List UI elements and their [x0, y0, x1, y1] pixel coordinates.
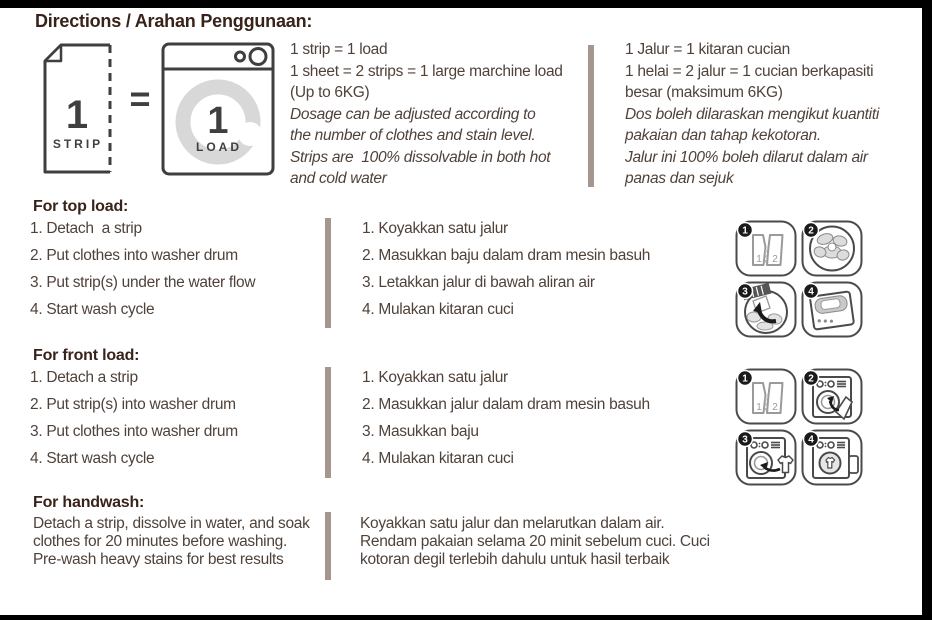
top-load-machine-icon [801, 281, 863, 338]
step-badge: 1 [742, 373, 748, 385]
tear-right-label: 2 [772, 402, 778, 413]
top-load-malay-steps [362, 215, 650, 323]
drum-clothes-icon [801, 220, 863, 277]
intro-line-ms: besar (maksimum 6KG) [625, 84, 783, 101]
step-item: 4. Mulakan kitaran cuci [362, 301, 514, 318]
frame-border-right [922, 0, 932, 620]
intro-line-en: Dosage can be adjusted according to [290, 105, 536, 123]
intro-line-en: the number of clothes and stain level. [290, 127, 536, 144]
strip-label: STRIP [52, 137, 104, 151]
handwash-line-ms: kotoran degil terlebih dahulu untuk hasil terbaik [360, 551, 670, 568]
step-item: 2. Put clothes into washer drum [30, 247, 238, 264]
intro-line-ms: Jalur ini 100% boleh dilarut dalam air [625, 148, 868, 166]
step-item: 1. Koyakkan satu jalur [362, 220, 508, 237]
handwash-divider [325, 512, 331, 580]
tear-left-label: 1 [756, 254, 762, 265]
tear-left-label: 1 [756, 402, 762, 413]
step-badge: 3 [742, 286, 748, 298]
front-load-malay-steps [362, 364, 650, 472]
intro-english-column [290, 39, 563, 190]
handwash-english-text [33, 515, 310, 569]
intro-line-en: 1 sheet = 2 strips = 1 large marchine load [290, 62, 563, 80]
tear-right-label: 2 [772, 254, 778, 265]
strip-sheet-icon [38, 42, 118, 176]
step-item: 4. Start wash cycle [30, 450, 155, 467]
washing-machine-icon [161, 42, 275, 176]
top-load-heading: For top load: [33, 198, 129, 215]
tear-sheet-icon [735, 368, 797, 425]
step-item: 2. Masukkan jalur dalam dram mesin basuh [362, 396, 650, 413]
intro-line-ms: panas dan sejuk [625, 170, 734, 187]
step-item: 3. Put strip(s) under the water flow [30, 274, 256, 291]
load-label: LOAD [196, 140, 242, 154]
intro-line-ms: Dos boleh dilaraskan mengikut kuantiti [625, 105, 879, 123]
front-load-machine-closed-icon [801, 429, 863, 486]
handwash-line-ms: Rendam pakaian selama 20 minit sebelum cuci. Cuci [360, 533, 710, 550]
step-badge: 2 [808, 225, 814, 237]
intro-line-ms: 1 helai = 2 jalur = 1 cucian berkapasiti [625, 62, 874, 80]
front-load-divider [325, 367, 331, 478]
intro-malay-column [625, 39, 879, 190]
step-item: 3. Letakkan jalur di bawah aliran air [362, 274, 595, 291]
frame-border-top [0, 0, 932, 8]
front-load-english-steps [30, 364, 238, 472]
step-badge: 4 [808, 286, 814, 298]
equals-sign: = [129, 78, 151, 119]
step-badge: 1 [742, 225, 748, 237]
clothes-into-drum-icon [735, 429, 797, 486]
step-item: 4. Mulakan kitaran cuci [362, 450, 514, 467]
strip-count: 1 [65, 93, 89, 137]
step-item: 1. Detach a strip [30, 220, 142, 237]
intro-line-en: (Up to 6KG) [290, 84, 370, 101]
strip-into-drum-icon [801, 368, 863, 425]
step-item: 3. Masukkan baju [362, 423, 479, 440]
tear-sheet-icon [735, 220, 797, 277]
handwash-line-en: Detach a strip, dissolve in water, and soak [33, 515, 310, 532]
intro-line-en: and cold water [290, 170, 387, 187]
load-count: 1 [207, 100, 229, 142]
intro-line-ms: pakaian dan tahap kekotoran. [625, 127, 821, 144]
intro-divider [588, 45, 594, 187]
step-badge: 4 [808, 434, 814, 446]
intro-line-en: 1 strip = 1 load [290, 41, 388, 58]
front-load-heading: For front load: [33, 347, 140, 364]
intro-line-ms: 1 Jalur = 1 kitaran cucian [625, 41, 790, 58]
step-item: 1. Detach a strip [30, 369, 138, 386]
frame-border-bottom [0, 615, 932, 620]
step-item: 2. Masukkan baju dalam dram mesin basuh [362, 247, 651, 264]
step-badge: 3 [742, 434, 748, 446]
top-load-english-steps [30, 215, 255, 323]
intro-line-en: Strips are 100% dissolvable in both hot [290, 148, 551, 166]
strip-under-water-icon [735, 281, 797, 338]
handwash-heading: For handwash: [33, 494, 145, 511]
step-item: 1. Koyakkan satu jalur [362, 369, 508, 386]
handwash-line-ms: Koyakkan satu jalur dan melarutkan dalam air. [360, 515, 665, 532]
handwash-line-en: Pre-wash heavy stains for best results [33, 551, 284, 568]
step-item: 2. Put strip(s) into washer drum [30, 396, 236, 413]
step-badge: 2 [808, 373, 814, 385]
step-item: 3. Put clothes into washer drum [30, 423, 238, 440]
page-title: Directions / Arahan Penggunaan: [35, 11, 313, 31]
step-item: 4. Start wash cycle [30, 301, 155, 318]
top-load-divider [325, 218, 331, 328]
handwash-malay-text [360, 515, 710, 569]
handwash-line-en: clothes for 20 minutes before washing. [33, 533, 287, 550]
